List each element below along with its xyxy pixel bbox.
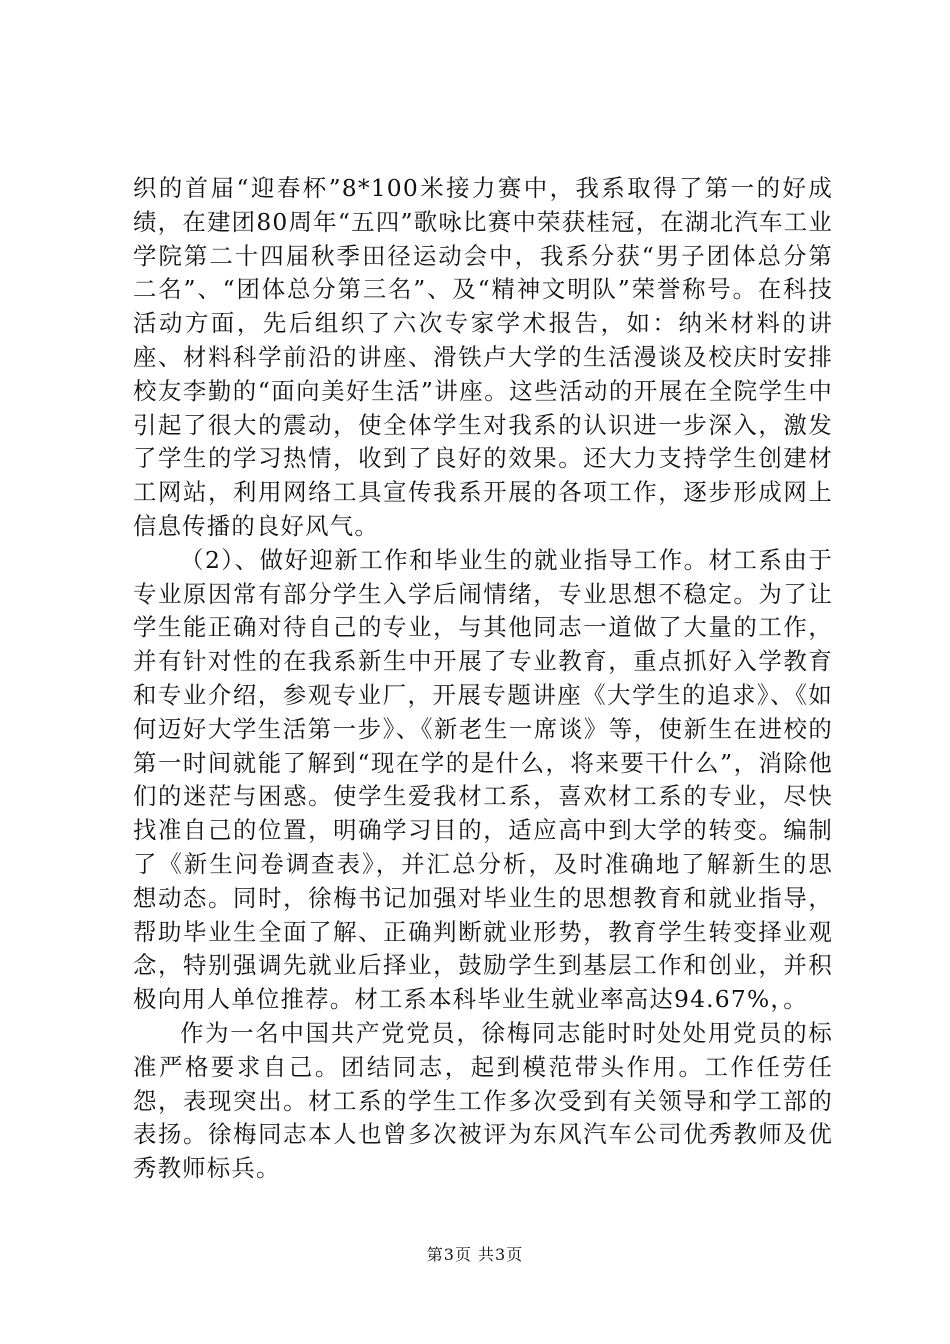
paragraph-orientation-employment: （2）、做好迎新工作和毕业生的就业指导工作。材工系由于专业原因常有部分学生入学后闹情绪，专业思想不稳定。为了让学生能正确对待自己的专业，与其他同志一道做了大量的工作，并有针对性的在我系新生中开展了专业教育，重点抓好入学教育和专业介绍，参观专业厂，开展专题讲座《大学生的追求》、《如何迈好大学生活第一步》、《新老生一席谈》等，使新生在进校的第一时间就能了解到“现在学的是什么，将来要干什么”，消除他们的迷茫与困惑。使学生爱我材工系，喜欢材工系的专业，尽快找准自己的位置，明确学习目的，适应高中到大学的转变。编制了《新生问卷调查表》，并汇总分析，及时准确地了解新生的思想动态。同时，徐梅书记加强对毕业生的思想教育和就业指导，帮助毕业生全面了解、正确判断就业形势，教育学生转变择业观念，特别强调先就业后择业，鼓励学生到基层工作和创业，并积极向用人单位推荐。材工系本科毕业生就业率高达94.67%，。 [133, 545, 833, 1014]
paragraph-activities: 织的首届“迎春杯”8*100米接力赛中，我系取得了第一的好成绩，在建团80周年“五四”歌咏比赛中荣获桂冠，在湖北汽车工业学院第二十四届秋季田径运动会中，我系分获“男子团体总分第二名”、“团体总分第三名”、及“精神文明队”荣誉称号。在科技活动方面，先后组织了六次专家学术报告，如：纳米材料的讲座、材料科学前沿的讲座、滑铁卢大学的生活漫谈及校庆时安排校友李勤的“面向美好生活”讲座。这些活动的开展在全院学生中引起了很大的震动，使全体学生对我系的认识进一步深入，激发了学生的学习热情，收到了良好的效果。还大力支持学生创建材工网站，利用网络工具宣传我系开展的各项工作，逐步形成网上信息传播的良好风气。 [133, 174, 833, 540]
document-body [133, 172, 833, 1186]
page-number-footer: 第3页 共3页 [426, 1245, 524, 1264]
paragraph-party-member: 作为一名中国共产党党员，徐梅同志能时时处处用党员的标准严格要求自己。团结同志，起到模范带头作用。工作任劳任怨，表现突出。材工系的学生工作多次受到有关领导和学工部的表扬。徐梅同志本人也曾多次被评为东风汽车公司优秀教师及优秀教师标兵。 [133, 1018, 833, 1183]
